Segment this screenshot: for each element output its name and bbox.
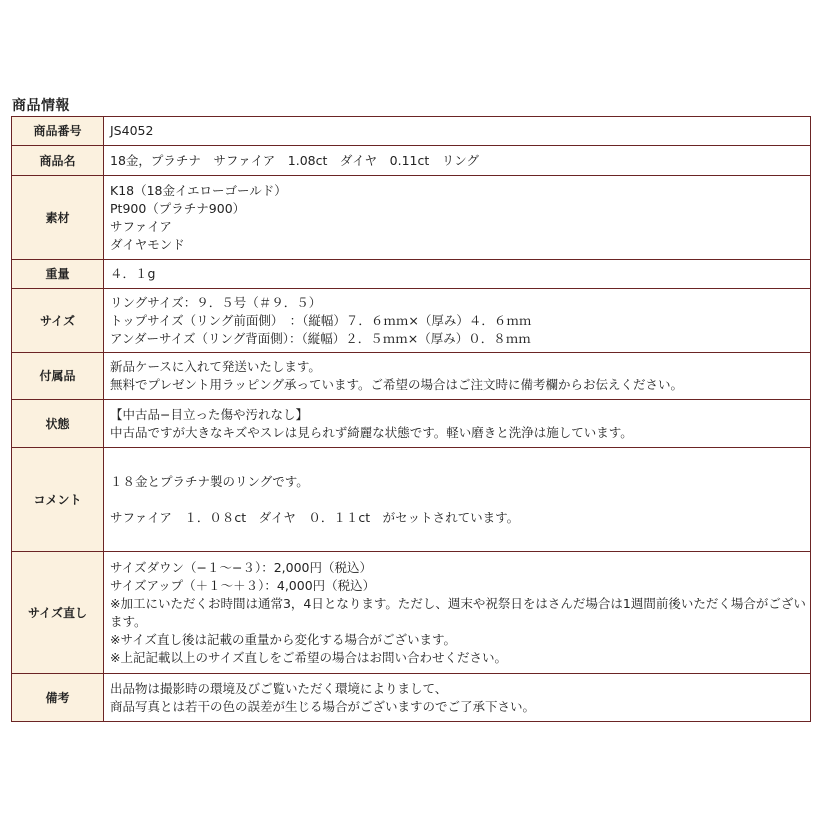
row-condition (12, 400, 811, 448)
accessories-line: 無料でプレゼント用ラッピング承っています。ご希望の場合はご注文時に備考欄からお伝えください。 (110, 377, 684, 392)
section-title: 商品情報 (12, 98, 70, 114)
material-line: Pt900（プラチナ900） (110, 200, 246, 216)
value-resize (104, 552, 811, 674)
row-remarks (12, 674, 811, 722)
value-condition (104, 400, 811, 448)
row-resize (12, 552, 811, 674)
value-material (104, 176, 811, 260)
row-product-name (12, 146, 811, 176)
size-line: アンダーサイズ（リング背面側）：（縦幅）２．５ｍｍ×（厚み）０．８ｍｍ (110, 330, 531, 346)
value-product-number: JS4052 (104, 117, 811, 146)
condition-line: 【中古品−目立った傷や汚れなし】 (110, 406, 308, 422)
value-remarks (104, 674, 811, 722)
resize-line: サイズアップ（＋１〜＋３）：4,000円（税込） (110, 577, 376, 593)
condition-line: 中古品ですが大きなキズやスレは見られず綺麗な状態です。軽い磨きと洗浄は施しています。 (110, 424, 633, 440)
material-line: サファイア (110, 218, 172, 234)
resize-line: サイズダウン（−１〜−３）：2,000円（税込） (110, 559, 372, 575)
comment-line: １８金とプラチナ製のリングです。 (110, 473, 309, 489)
row-product-number (12, 117, 811, 146)
row-comment (12, 448, 811, 552)
label-condition: 状態 (12, 400, 104, 448)
value-comment (104, 448, 811, 552)
value-product-name: 18金，プラチナ サファイア 1.08ct ダイヤ 0.11ct リング (104, 146, 811, 176)
value-size (104, 289, 811, 353)
material-line: ダイヤモンド (110, 236, 185, 252)
row-accessories (12, 353, 811, 400)
label-remarks: 備考 (12, 674, 104, 722)
row-size (12, 289, 811, 353)
remarks-line: 出品物は撮影時の環境及びご覧いただく環境によりまして、 (110, 680, 448, 696)
label-material: 素材 (12, 176, 104, 260)
label-weight: 重量 (12, 260, 104, 289)
row-weight (12, 260, 811, 289)
resize-line: ※上記記載以上のサイズ直しをご希望の場合はお問い合わせください。 (110, 649, 507, 665)
comment-line: サファイア １．０８ct ダイヤ ０．１１ct がセットされています。 (110, 509, 520, 525)
value-accessories (104, 353, 811, 400)
resize-line: ※加工にいただくお時間は通常3，4日となります。ただし、週末や祝祭日をはさんだ場合は1週間前後いただく場合がございます。 (110, 595, 806, 629)
material-line: K18（18金イエローゴールド） (110, 182, 287, 198)
label-product-number: 商品番号 (12, 117, 104, 146)
comment-spacer (110, 491, 810, 509)
label-comment: コメント (12, 448, 104, 552)
size-line: リングサイズ：９．５号（＃９．５） (110, 294, 322, 310)
product-info-table (11, 116, 811, 722)
label-product-name: 商品名 (12, 146, 104, 176)
resize-line: ※サイズ直し後は記載の重量から変化する場合がございます。 (110, 631, 456, 647)
value-weight: ４．１g (104, 260, 811, 289)
label-accessories: 付属品 (12, 353, 104, 400)
remarks-line: 商品写真とは若干の色の誤差が生じる場合がございますのでご了承下さい。 (110, 698, 536, 714)
label-resize: サイズ直し (12, 552, 104, 674)
size-line: トップサイズ（リング前面側） ：（縦幅）７．６ｍｍ×（厚み）４．６ｍｍ (110, 312, 532, 328)
accessories-line: 新品ケースに入れて発送いたします。 (110, 359, 321, 374)
label-size: サイズ (12, 289, 104, 353)
row-material (12, 176, 811, 260)
